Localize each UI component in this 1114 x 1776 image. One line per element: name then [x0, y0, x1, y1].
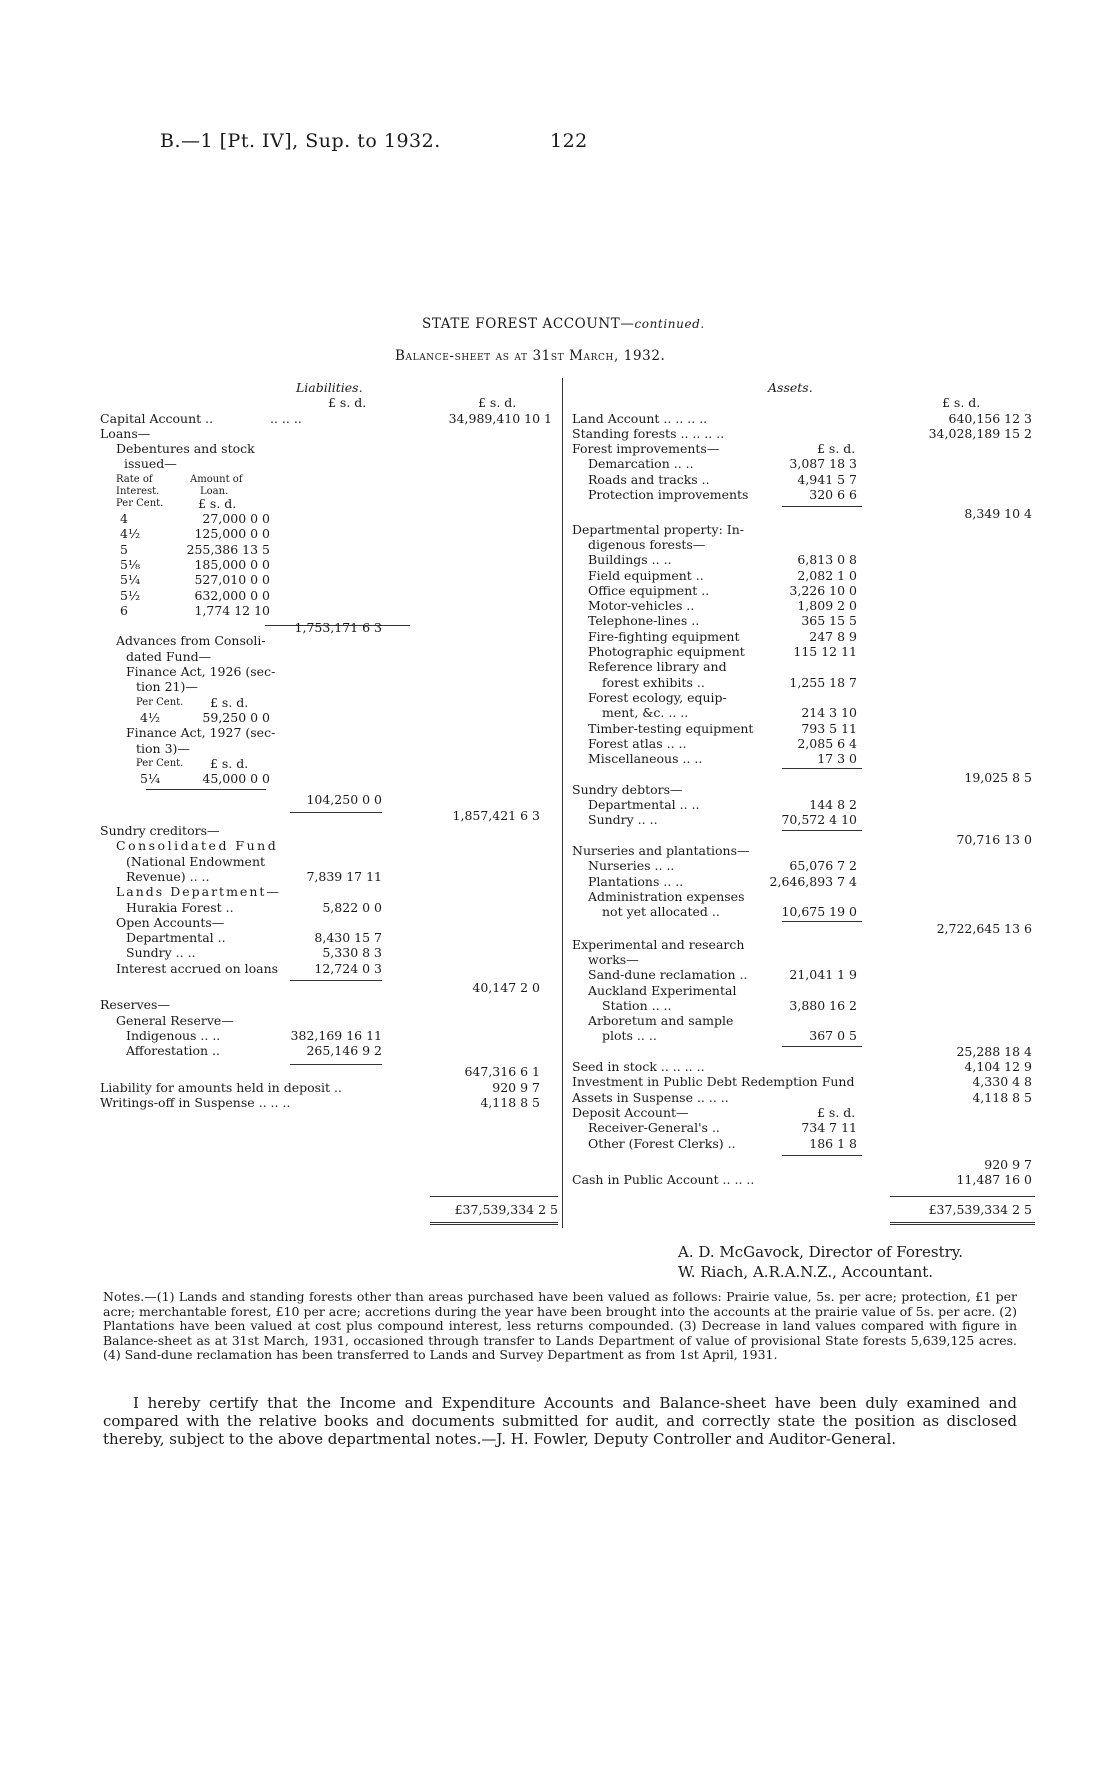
standing-forests-value: 34,028,189 15 2	[928, 425, 1032, 441]
page-reference: B.—1 [Pt. IV], Sup. to 1932.	[160, 130, 441, 152]
director-signature: A. D. McGavock, Director of Forestry.	[678, 1243, 964, 1261]
reserves-total: 647,316 6 1	[464, 1064, 540, 1080]
liab-colhead-1: £ s. d.	[328, 395, 367, 411]
capital-account-value: 34,989,410 10 1	[448, 410, 552, 426]
property-row: Field equipment .. 2,082 1 0	[588, 567, 857, 583]
debenture-row: 4½ 125,000 0 0	[120, 526, 270, 542]
experimental-total: 25,288 18 4	[956, 1043, 1032, 1059]
account-title: STATE FOREST ACCOUNT—continued.	[422, 316, 705, 332]
creditors-total: 40,147 2 0	[472, 979, 540, 995]
assets-grand-total: £37,539,334 2 5	[928, 1202, 1032, 1217]
liabilities-grand-total: £37,539,334 2 5	[454, 1202, 558, 1217]
property-row: Office equipment .. 3,226 10 0	[588, 582, 857, 598]
column-divider	[562, 378, 563, 1228]
assets-column: Assets. £ s. d. Land Account .. .. .. .. 640,156 12 3 Standing forests .. .. .. .. 34,028,189 15 2 Forest improvements— £ s. d. Demarcation .. .. 3,087 18 3 Roads and tracks .. 4,941 5 7 Protection improvements 320 6 6 8,349 10 4 Departmental property: In- digenous forests— Buildings .. .. 6,813 0 8 Field equipment .. 2,082 1 0 Office equipment .. 3,226 10 0 Motor-vehicles .. 1,809 2 0 Telephone-lines .. 365 15 5 Fire-fighting equipment 247 8 9 Photographic equipment 115 12 11 Reference library and forest exhibits .. 1,255 18 7 Forest ecology, equip- ment, &c. .. .. 214 3 10 Timber-testing equipment 793 5 11 Forest atlas .. .. 2,085 6 4 Miscellaneous .. .. 17 3 0 19,025 8 5 Sundry debtors— Departmental .. .. 144 8 2 Sundry .. .. 70,572 4 10 70,716 13 0 Nurseries and plantations— Nurseries .. .. 65,076 7 2 Plantations .. .. 2,646,893 7 4 Administration expenses not yet allocated .. 10,675 19 0 2,722,645 13 6 Experimental and research works— Sand-dune reclamation .. 21,041 1 9 Auckland Experimental Station .. .. 3,880 16 2 Arboretum and sample plots .. .. 367 0 5 25,288 18 4 Seed in stock .. .. .. .. 4,104 12 9 Investment in Public Debt Redemption Fund 4,330 4 8 Assets in Suspense .. .. .. 4,118 8 5 Deposit Account— £ s. d. Receiver-General's .. 734 7 11 Other (Forest Clerks) .. 186 1 8 920 9 7 Cash in Public Account .. .. .. 11,487 16 0	[572, 380, 1032, 1188]
land-account-value: 640,156 12 3	[948, 410, 1032, 426]
page-number: 122	[550, 130, 588, 152]
debentures-total: 1,753,171 6 3	[294, 620, 382, 636]
cash-value: 11,487 16 0	[956, 1172, 1032, 1188]
improvements-total: 8,349 10 4	[964, 506, 1032, 522]
debenture-row: 5½ 632,000 0 0	[120, 587, 270, 603]
audit-certificate: I hereby certify that the Income and Expenditure Accounts and Balance-sheet have been duly examined and compared with the relative books and documents submitted for audit, and correctly state the position as disclosed thereby, subject to the above departmental notes.—J. H. Fowler, Deputy Controller and Auditor-General.	[103, 1394, 1017, 1448]
accountant-signature: W. Riach, A.R.A.N.Z., Accountant.	[678, 1263, 934, 1281]
property-row: Telephone-lines .. 365 15 5	[588, 613, 857, 629]
advances-total: 104,250 0 0	[306, 792, 382, 808]
capital-account-label: Capital Account ..	[100, 410, 214, 426]
deposit-total: 920 9 7	[984, 1156, 1032, 1172]
debenture-row: 5¼ 527,010 0 0	[120, 572, 270, 588]
property-row: Buildings .. .. 6,813 0 8	[588, 552, 857, 568]
loans-total: 1,857,421 6 3	[452, 807, 540, 823]
liab-colhead-2: £ s. d.	[478, 395, 517, 411]
nurseries-total: 2,722,645 13 6	[936, 921, 1032, 937]
debenture-row: 5⅛ 185,000 0 0	[120, 556, 270, 572]
property-total: 19,025 8 5	[964, 770, 1032, 786]
debenture-row: 6 1,774 12 10	[120, 602, 270, 618]
debtors-total: 70,716 13 0	[956, 831, 1032, 847]
liabilities-heading: Liabilities.	[296, 380, 363, 395]
debenture-row: 5 255,386 13 5	[120, 541, 270, 557]
property-row: Motor-vehicles .. 1,809 2 0	[588, 598, 857, 614]
liabilities-column: Liabilities. £ s. d. £ s. d. Capital Account .. .. .. .. 34,989,410 10 1 Loans— Debentures and stock issued— Rate of Amount of Interest. Loan. Per Cent. £ s. d. 4 27,000 0 0 4½ 125,000 0 0 5 255,386 13 5 5⅛ 185,000 0 0 5¼ 527,010 0 0 5½ 632,000 0 0 6 1,774 12 10 1,753,171 6 3 Advances from Consoli- dated Fund— Finance Act, 1926 (sec- tion 21)— Per Cent. £ s. d. 4½ 59,250 0 0 Finance Act, 1927 (sec- tion 3)— Per Cent. £ s. d. 5¼ 45,000 0 0 104,250 0 0 1,857,421 6 3 Sundry creditors— Consolidated Fund (National Endowment Revenue) .. .. 7,839 17 11 Lands Department— Hurakia Forest .. 5,822 0 0 Open Accounts— Departmental .. 8,430 15 7 Sundry .. .. 5,330 8 3 Interest accrued on loans 12,724 0 3 40,147 2 0 Reserves— General Reserve— Indigenous .. .. 382,169 16 11 Afforestation .. 265,146 9 2 647,316 6 1 Liability for amounts held in deposit .. 920 9 7 Writings-off in Suspense .. .. .. 4,118 8 5	[100, 380, 560, 1092]
assets-heading: Assets.	[768, 380, 813, 395]
property-row: Photographic equipment 115 12 11	[588, 644, 857, 660]
debenture-row: 4 27,000 0 0	[120, 511, 270, 527]
balance-sheet-title: Balance-sheet as at 31st March, 1932.	[395, 348, 666, 364]
property-row: Fire-fighting equipment 247 8 9	[588, 628, 857, 644]
notes-paragraph: Notes.—(1) Lands and standing forests other than areas purchased have been valued as follows: Prairie value, 5s. per acre; protection, £1 per acre; merchantable forest, £10 per acre; accretions during the year have been brought into the accounts at the prairie value of 5s. per acre. (2) Plantations have been valued at cost plus compound interest, less returns compounded. (3) Decrease in land values compared with figure in Balance-sheet as at 31st March, 1931, occasioned through transfer to Lands Department of value of provisional State forests 5,639,125 acres. (4) Sand-dune reclamation has been transferred to Lands and Survey Department as from 1st April, 1931.	[103, 1289, 1017, 1362]
assets-colhead: £ s. d.	[942, 395, 981, 411]
